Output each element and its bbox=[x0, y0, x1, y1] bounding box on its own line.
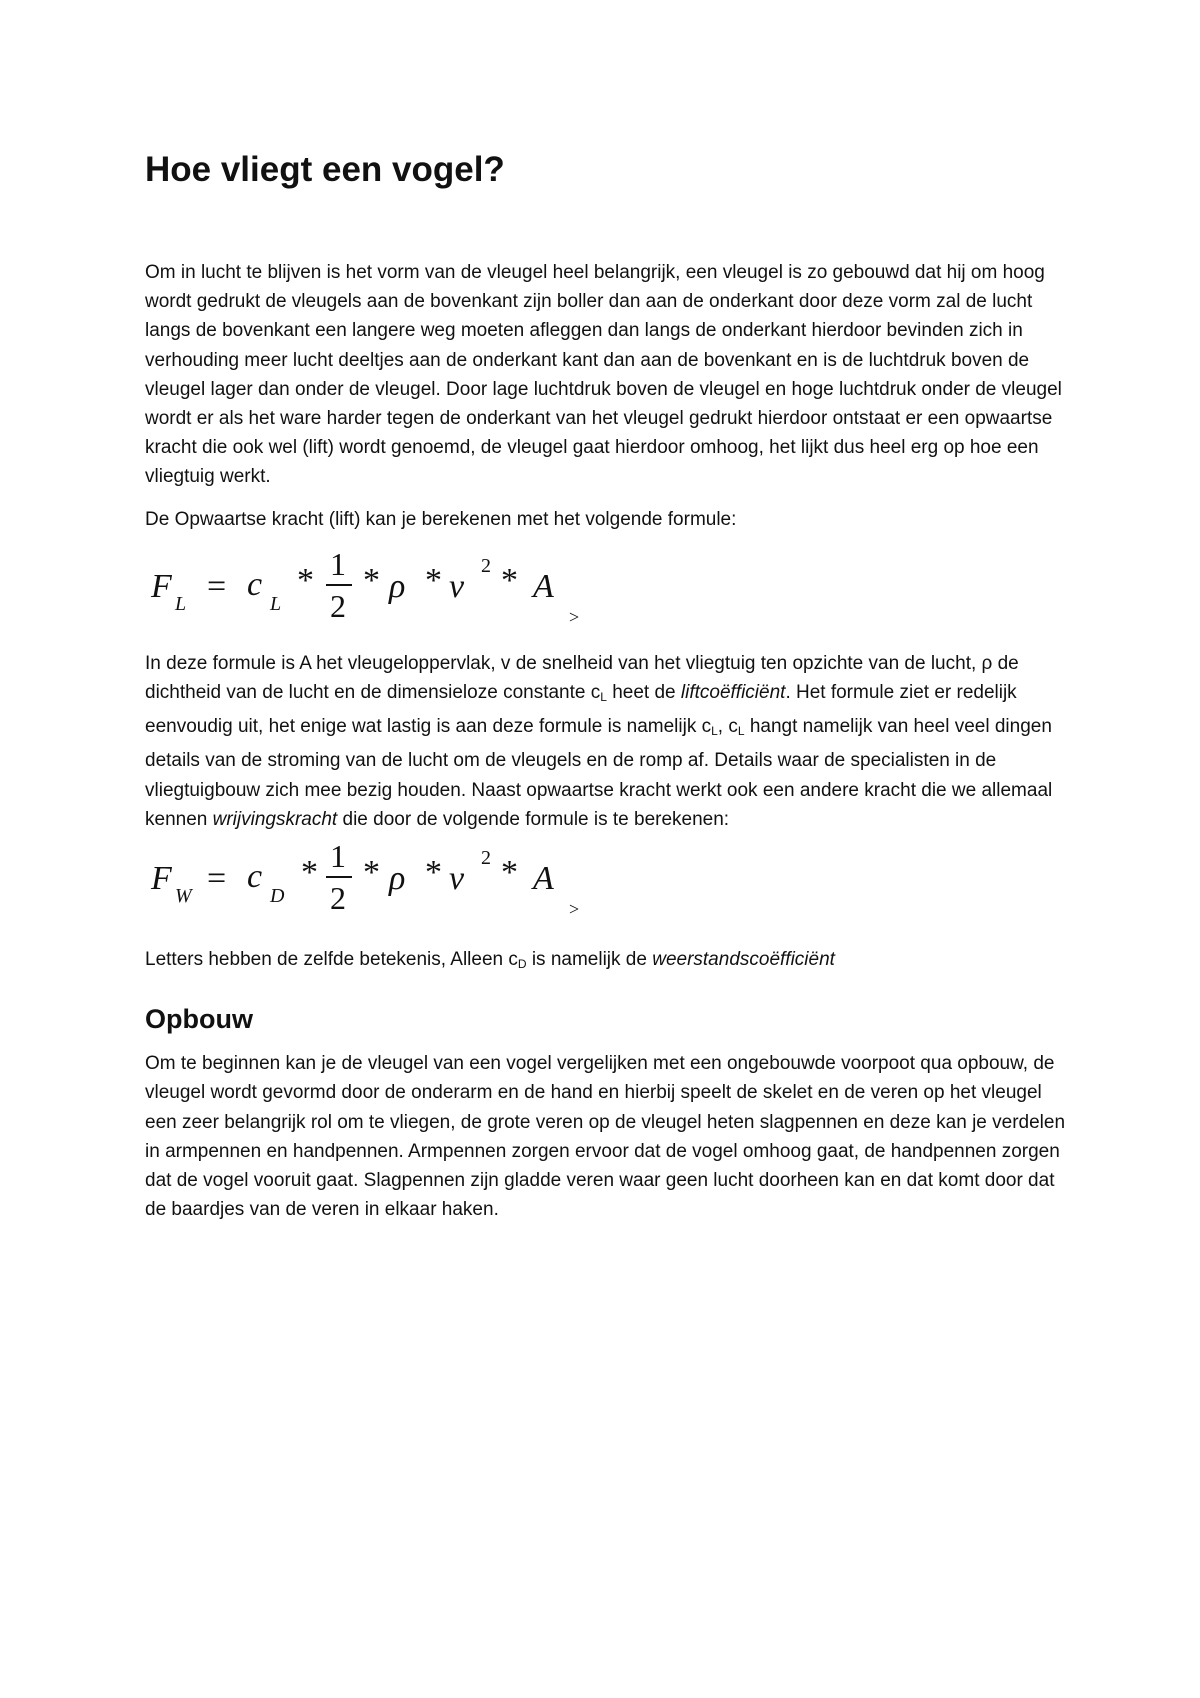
formula-multiply: * bbox=[501, 561, 518, 599]
formula-equals: = bbox=[207, 567, 227, 605]
formula-multiply: * bbox=[425, 561, 442, 599]
explanation-text: In deze formule is A het vleugeloppervlak, v de snelheid van het vliegtuig ten opzichte van de lucht, ρ de dichtheid van de lucht en de dimensieloze constante c bbox=[145, 652, 1019, 704]
coefficient-subscript: L bbox=[600, 690, 607, 705]
formula-symbol-f: F bbox=[151, 567, 172, 605]
formula-symbol-a: A bbox=[533, 860, 554, 898]
formula-marker: > bbox=[569, 606, 580, 627]
coefficient-subscript: D bbox=[517, 957, 527, 972]
formula-lead-text: De Opwaartse kracht (lift) kan je berekenen met het volgende formule: bbox=[145, 508, 737, 530]
formula-multiply: * bbox=[501, 854, 518, 892]
explanation-text: hangt namelijk van heel veel dingen details van de stroming van de lucht om de vleugels en de romp af. Details waar de specialisten in de vliegtuigbouw zich mee bezig houden. Naast opwaartse kracht werkt ook een andere kracht die we allemaal kennen bbox=[145, 716, 1053, 830]
letters-text: is namelijk de bbox=[526, 949, 653, 971]
formula-fraction-numerator: 1 bbox=[330, 838, 346, 875]
opbouw-paragraph: Om te beginnen kan je de vleugel van een vogel vergelijken met een ongebouwde voorpoot qua opbouw, de vleugel wordt gevormd door de onderarm en de hand en hierbij speelt de skelet en de veren op het vleugel een zeer belangrijk rol om te vliegen, de grote veren op de vleugel heten slagpennen en deze kan je verdelen in armpennen en handpennen. Armpennen zorgen ervoor dat de vogel omhoog gaat, de handpennen zorgen dat de vogel vooruit gaat. Slagpennen zijn gladde veren waar geen lucht doorheen kan en dat komt door dat de baardjes van de veren in elkaar haken. bbox=[145, 1053, 1066, 1221]
explanation-text: , c bbox=[717, 716, 738, 738]
formula-symbol-v: v bbox=[449, 567, 465, 605]
formula-subscript-w: W bbox=[175, 885, 192, 908]
explanation-text: die door de volgende formule is te berekenen: bbox=[337, 808, 730, 830]
drag-coefficient-term: weerstandscoëfficiënt bbox=[652, 949, 835, 971]
formula-coefficient-subscript: D bbox=[270, 885, 285, 908]
formula-exponent: 2 bbox=[481, 847, 491, 870]
page-title: Hoe vliegt een vogel? bbox=[145, 150, 505, 189]
explanation-text: . Het formule ziet er redelijk eenvoudig uit, het enige wat lastig is aan deze formule is namelijk c bbox=[145, 682, 1017, 738]
explanation-text: heet de bbox=[606, 682, 681, 704]
formula-multiply: * bbox=[363, 561, 380, 599]
formula-coefficient-c: c bbox=[247, 565, 263, 603]
drag-formula bbox=[145, 834, 1065, 939]
formula-equals: = bbox=[207, 860, 227, 898]
formula-symbol-f: F bbox=[151, 860, 172, 898]
section-heading: Opbouw bbox=[145, 1004, 253, 1035]
friction-term: wrijvingskracht bbox=[212, 808, 338, 830]
formula-fraction-bar bbox=[326, 876, 352, 878]
formula-fraction-numerator: 1 bbox=[330, 545, 346, 582]
formula-coefficient-subscript: L bbox=[270, 592, 282, 615]
lift-coefficient-term: liftcoëfficiënt bbox=[680, 682, 786, 704]
formula-marker: > bbox=[569, 899, 580, 920]
formula-fraction-bar bbox=[326, 584, 352, 586]
letters-line bbox=[145, 945, 1065, 979]
formula-fraction-denominator: 2 bbox=[330, 587, 346, 624]
formula-symbol-a: A bbox=[533, 567, 554, 605]
formula-multiply: * bbox=[301, 854, 318, 892]
coefficient-subscript: L bbox=[711, 724, 718, 739]
formula-multiply: * bbox=[297, 561, 314, 599]
formula-symbol-rho: ρ bbox=[389, 860, 406, 898]
document-content bbox=[145, 145, 1065, 1224]
formula-multiply: * bbox=[363, 854, 380, 892]
formula-multiply: * bbox=[425, 854, 442, 892]
coefficient-subscript: L bbox=[737, 724, 745, 739]
explanation-paragraph bbox=[145, 649, 1065, 834]
formula-subscript-l: L bbox=[175, 592, 187, 615]
formula-fraction-denominator: 2 bbox=[330, 880, 346, 917]
letters-text: Letters hebben de zelfde betekenis, Alleen c bbox=[145, 949, 518, 971]
formula-symbol-v: v bbox=[449, 860, 465, 898]
intro-paragraph: Om in lucht te blijven is het vorm van de vleugel heel belangrijk, een vleugel is zo gebouwd dat hij om hoog wordt gedrukt de vleugels aan de bovenkant zijn boller dan aan de onderkant door deze vorm zal de lucht langs de bovenkant een langere weg moeten afleggen dan langs de onderkant hierdoor bevinden zich in verhouding meer lucht deeltjes aan de onderkant kant dan aan de bovenkant en is de luchtdruk boven de vleugel lager dan onder de vleugel. Door lage luchtdruk boven de vleugel en hoge luchtdruk onder de vleugel wordt er als het ware harder tegen de onderkant van het vleugel gedrukt hierdoor ontstaat er een opwaartse kracht die ook wel (lift) wordt genoemd, de vleugel gaat hierdoor omhoog, het lijkt dus heel erg op hoe een vliegtuig werkt. bbox=[145, 262, 1062, 488]
formula-coefficient-c: c bbox=[247, 858, 263, 896]
lift-formula bbox=[145, 534, 1065, 639]
formula-exponent: 2 bbox=[481, 554, 491, 577]
formula-symbol-rho: ρ bbox=[389, 567, 406, 605]
